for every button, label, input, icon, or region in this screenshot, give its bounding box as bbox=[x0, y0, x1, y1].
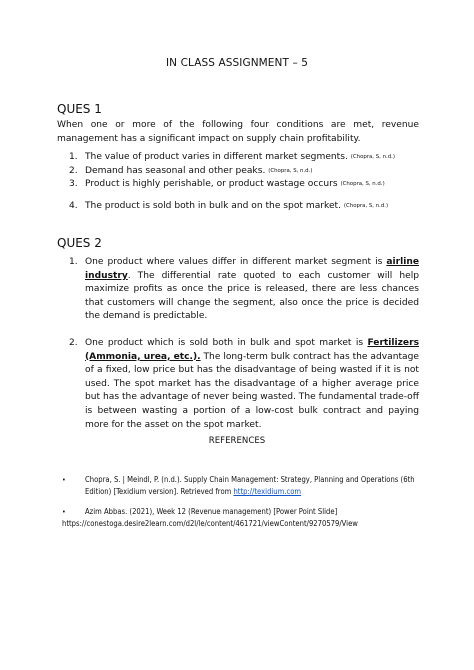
reference-citation: Chopra, S. | Meindl, P. (n.d.). Supply Chain Management: Strategy, Planning and Operations (6th Edition) [Texidium version]. Retrieved from bbox=[85, 475, 415, 497]
list-item-text: The product is sold both in bulk and on the spot market. bbox=[85, 200, 341, 211]
list-number: 4. bbox=[69, 200, 78, 211]
citation: (Chopra, S, n.d.) bbox=[350, 154, 395, 160]
list-number: 1. bbox=[69, 152, 78, 162]
list-item-text: The long-term bulk contract has the advantage of a fixed, low price but has the disadvantage of being wasted if it is not used. The spot market has the disadvantage of a higher average price but has the advantage of never being wasted. The fundamental trade-off is between wasting a portion of a low-cost bulk contract and paying more for the asset on the spot market. bbox=[85, 351, 419, 430]
page-title: IN CLASS ASSIGNMENT – 5 bbox=[165, 57, 309, 69]
list-item-text: One product where values differ in different market segment is bbox=[85, 257, 387, 267]
question-2-heading: QUES 2 bbox=[57, 236, 102, 250]
list-item bbox=[57, 178, 419, 192]
list-item-text: . The differential rate quoted to each customer will help maximize profits as once the price is released, there are less chances that customers will change the segment, also once the price is decided the demand is predictable. bbox=[85, 270, 419, 322]
reference-url: https://conestoga.desire2learn.com/d2l/le/content/461721/viewContent/9270579/View bbox=[62, 519, 358, 529]
list-item bbox=[57, 151, 419, 165]
list-item-text: The value of product varies in different market segments. bbox=[85, 152, 348, 162]
question-2-list bbox=[57, 256, 419, 432]
question-1-intro: When one or more of the following four conditions are met, revenue management has a significant impact on supply chain profitability. bbox=[57, 120, 419, 144]
list-number: 1. bbox=[69, 257, 78, 267]
reference-text bbox=[62, 506, 425, 530]
list-item-text: Demand has seasonal and other peaks. bbox=[85, 165, 266, 176]
citation: (Chopra, S, n.d.) bbox=[268, 167, 313, 174]
references-heading: REFERENCES bbox=[208, 436, 266, 446]
reference-citation: Azim Abbas. (2021), Week 12 (Revenue management) [Power Point Slide] bbox=[85, 507, 338, 516]
question-1-heading: QUES 1 bbox=[57, 102, 102, 116]
list-number: 3. bbox=[69, 179, 78, 190]
list-item bbox=[57, 165, 419, 179]
highlighted-term: Fertilizers (Ammonia, urea, etc.). bbox=[85, 337, 419, 362]
list-number: 2. bbox=[69, 165, 78, 176]
reference-text bbox=[85, 474, 425, 498]
highlighted-term: airline industry bbox=[85, 257, 419, 281]
bullet: • bbox=[62, 476, 66, 484]
reference-link[interactable]: http://texidium.com bbox=[233, 487, 302, 497]
list-item bbox=[57, 337, 419, 432]
list-item-text: One product which is sold both in bulk and spot market is bbox=[85, 337, 368, 348]
question-1-list bbox=[57, 151, 419, 213]
list-item bbox=[57, 256, 419, 324]
bullet: • bbox=[62, 508, 66, 516]
list-item bbox=[57, 200, 419, 214]
citation: (Chopra, S, n.d.) bbox=[340, 181, 385, 188]
citation: (Chopra, S, n.d.) bbox=[343, 202, 389, 209]
list-number: 2. bbox=[69, 337, 78, 348]
list-item-text: Product is highly perishable, or product wastage occurs bbox=[85, 179, 338, 190]
